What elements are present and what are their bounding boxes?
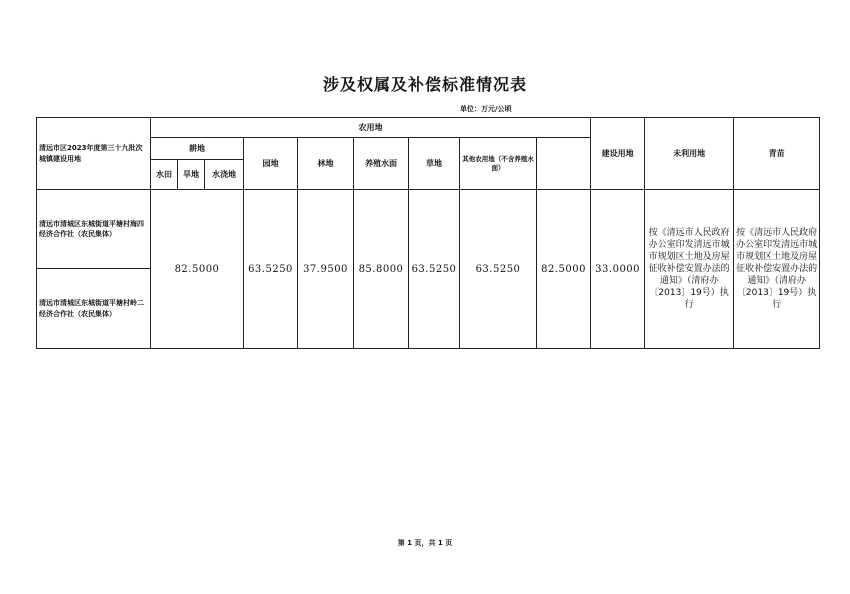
header-construction-land: 建设用地: [591, 118, 645, 190]
value-forest: 37.9500: [298, 190, 354, 349]
value-construction: 82.5000: [537, 190, 591, 349]
table-row: [37, 190, 820, 269]
header-project: 清远市区2023年度第三十九批次城镇建设用地: [37, 118, 151, 190]
header-aquaculture: 养殖水面: [354, 138, 409, 190]
value-crops-standard: 按《清远市人民政府办公室印发清远市城市规划区土地及房屋征收补偿安置办法的通知》（清府办〔2013〕19号）执行: [645, 190, 734, 349]
value-aquaculture: 85.8000: [354, 190, 409, 349]
header-crops: 青苗: [734, 118, 820, 190]
header-garden-land: 园地: [244, 138, 298, 190]
header-paddy-field: 水田: [151, 160, 178, 190]
header-dry-land: 旱地: [178, 160, 205, 190]
header-unused-land: 未利用地: [645, 118, 734, 190]
row-owner-name: 清远市清城区东城街道平塘村海四经济合作社（农民集体）: [37, 190, 151, 269]
header-agricultural-land: 农用地: [151, 118, 591, 138]
header-forest-land: 林地: [298, 138, 354, 190]
header-grassland: 草地: [409, 138, 460, 190]
value-housing-standard: 按《清远市人民政府办公室印发清远市城市规划区土地及房屋征收补偿安置办法的通知》（清府办〔2013〕19号）执行: [734, 190, 820, 349]
header-other-agricultural: 其他农用地（不含养殖水面）: [460, 138, 537, 190]
value-garden: 63.5250: [244, 190, 298, 349]
value-grassland: 63.5250: [409, 190, 460, 349]
page-title: 涉及权属及补偿标准情况表: [322, 75, 527, 94]
unit-label: 单位：万元/公顷: [460, 105, 512, 113]
header-irrigated-land: 水浇地: [205, 160, 244, 190]
compensation-table: [36, 117, 820, 349]
value-unused: 33.0000: [591, 190, 645, 349]
value-other-agricultural: 63.5250: [460, 190, 537, 349]
page-footer: 第 1 页，共 1 页: [397, 539, 453, 547]
row-owner-name: 清远市清城区东城街道平塘村岭二经济合作社（农民集体）: [37, 269, 151, 349]
value-cultivated: 82.5000: [151, 190, 244, 349]
header-cultivated-land: 耕地: [151, 138, 244, 160]
